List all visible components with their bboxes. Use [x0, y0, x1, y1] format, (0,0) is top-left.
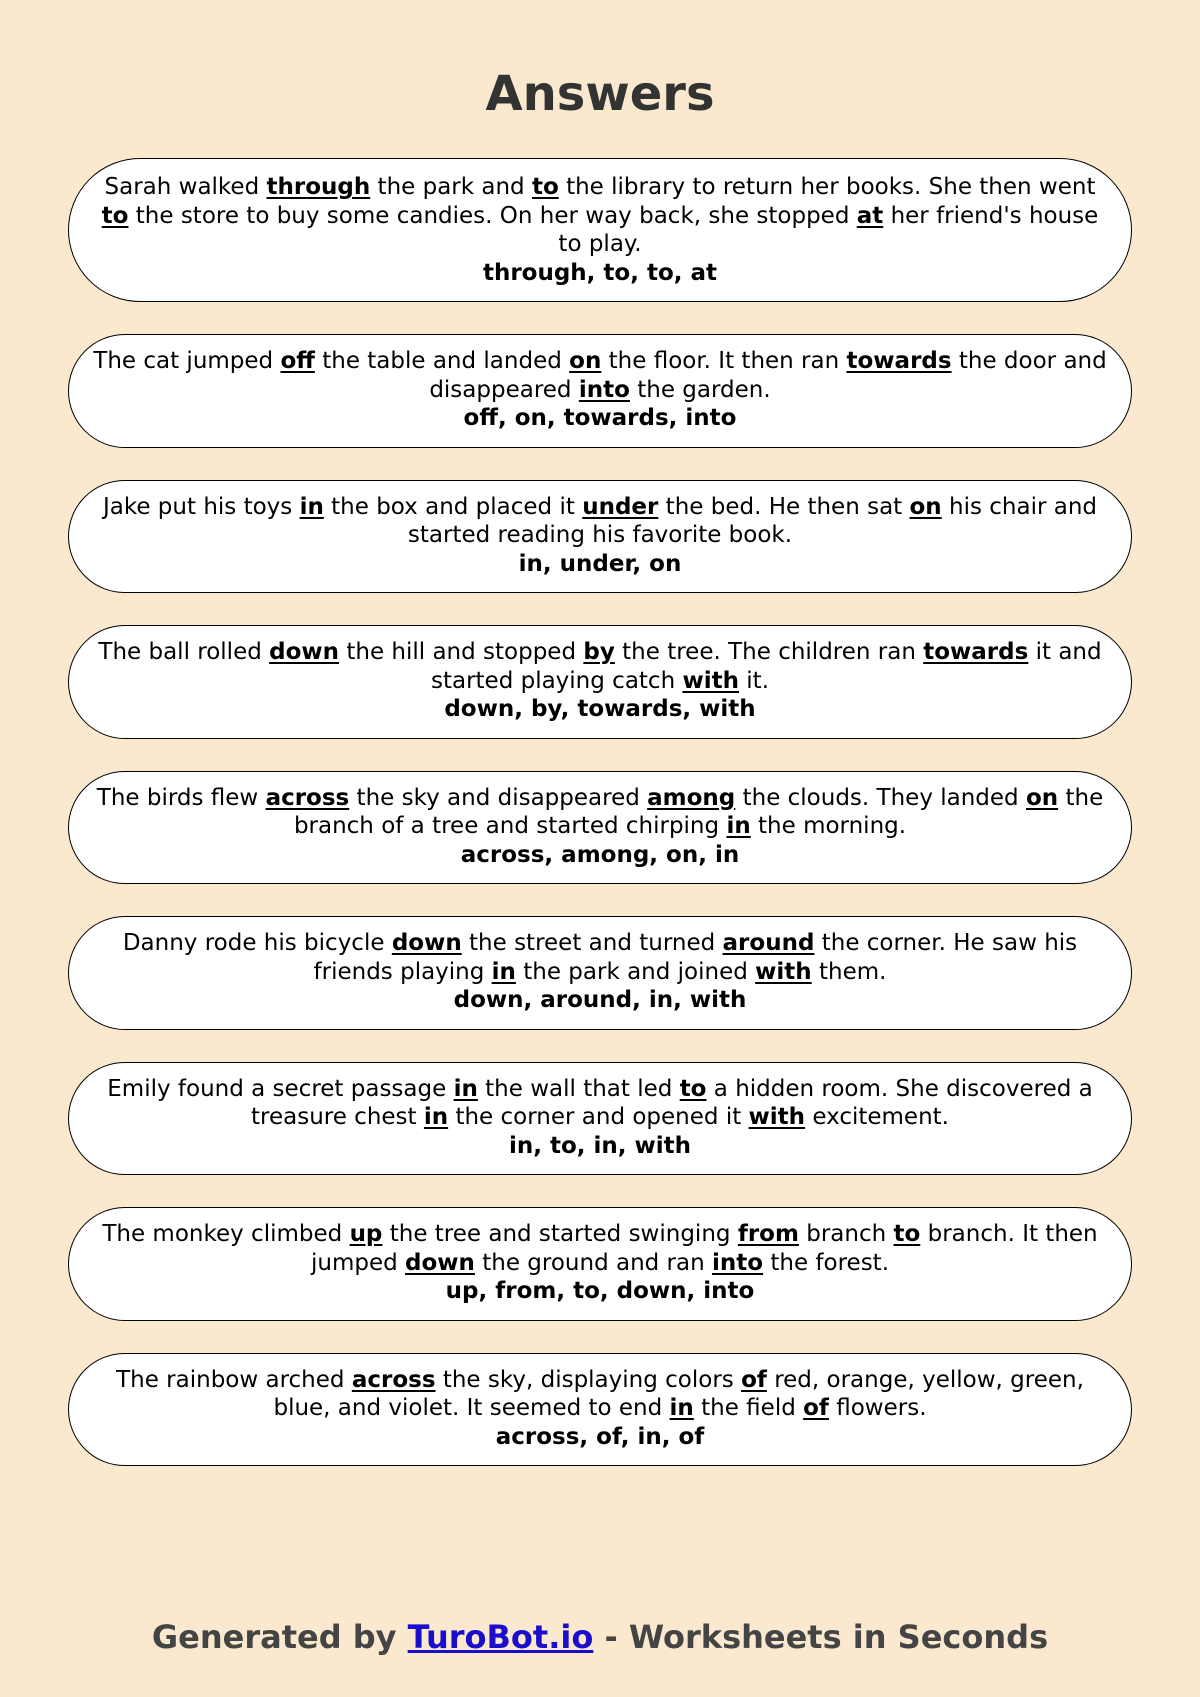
- preposition: from: [737, 1221, 799, 1247]
- answer-key: across, among, on, in: [460, 841, 740, 868]
- sentence-text: the box and placed it: [323, 493, 583, 520]
- answer-key: in, to, in, with: [508, 1132, 692, 1159]
- answer-list: [68, 158, 1132, 1498]
- answer-key: down, around, in, with: [453, 987, 747, 1013]
- sentence-text: the corner. He saw his friends playing: [313, 930, 1078, 985]
- sentence: [91, 929, 1109, 986]
- sentence-text: the field: [693, 1395, 804, 1421]
- sentence-text: them.: [811, 958, 887, 985]
- sentence: [91, 347, 1109, 404]
- sentence-text: the tree. The children ran: [614, 639, 924, 665]
- preposition: in: [726, 813, 751, 839]
- preposition: among: [647, 784, 736, 811]
- sentence: [91, 493, 1109, 550]
- sentence: [91, 1220, 1109, 1277]
- preposition: down: [405, 1249, 475, 1276]
- preposition: of: [741, 1366, 767, 1393]
- preposition: under: [582, 493, 659, 520]
- footer-prefix: Generated by: [151, 1618, 408, 1656]
- sentence-text: his chair and started reading his favorite book.: [407, 493, 1098, 548]
- sentence-text: The cat jumped: [93, 348, 281, 374]
- sentence-text: the park and joined: [515, 958, 756, 985]
- sentence: [91, 1366, 1109, 1423]
- sentence-text: excitement.: [805, 1104, 949, 1130]
- sentence-text: branch: [798, 1221, 894, 1247]
- sentence-text: The rainbow arched: [116, 1366, 352, 1393]
- sentence-text: her friend's house to play.: [558, 202, 1099, 257]
- preposition: across: [265, 784, 350, 811]
- sentence-text: a hidden room. She discovered a treasure chest: [251, 1075, 1093, 1130]
- preposition: with: [682, 667, 739, 694]
- sentence-text: the forest.: [763, 1249, 890, 1276]
- sentence-text: Jake put his toys: [102, 493, 300, 520]
- preposition: to: [531, 174, 559, 200]
- sentence-text: flowers.: [828, 1395, 927, 1421]
- answer-item-3: [68, 480, 1132, 594]
- sentence-text: the garden.: [629, 376, 771, 403]
- sentence-text: the table and landed: [314, 348, 570, 374]
- sentence-text: the corner and opened it: [448, 1104, 749, 1130]
- preposition: up: [349, 1221, 383, 1247]
- sentence-text: The ball rolled: [98, 639, 270, 665]
- sentence-text: the wall that led: [477, 1075, 680, 1102]
- sentence: [91, 173, 1109, 259]
- preposition: down: [269, 639, 340, 665]
- sentence-text: the store to buy some candies. On her way back, she stopped: [128, 202, 857, 229]
- answer-item-8: [68, 1207, 1132, 1321]
- sentence-text: the hill and stopped: [339, 639, 584, 665]
- preposition: of: [803, 1395, 829, 1421]
- preposition: in: [299, 493, 324, 520]
- preposition: in: [453, 1075, 478, 1102]
- sentence-text: the park and: [370, 174, 532, 200]
- preposition: in: [669, 1395, 694, 1421]
- sentence-text: the sky and disappeared: [349, 784, 648, 811]
- preposition: through: [266, 174, 371, 200]
- preposition: in: [423, 1104, 449, 1130]
- sentence-text: Danny rode his bicycle: [122, 930, 392, 956]
- answer-key: in, under, on: [518, 550, 682, 577]
- preposition: to: [679, 1075, 707, 1102]
- answer-item-4: [68, 625, 1132, 739]
- sentence: [91, 1075, 1109, 1132]
- preposition: with: [748, 1104, 806, 1130]
- sentence-text: the ground and ran: [474, 1249, 712, 1276]
- answer-item-2: [68, 334, 1132, 448]
- footer: [0, 1618, 1200, 1656]
- sentence-text: Emily found a secret passage: [107, 1075, 454, 1102]
- preposition: into: [712, 1249, 764, 1276]
- answer-key: up, from, to, down, into: [445, 1278, 755, 1304]
- sentence-text: The birds flew: [96, 784, 266, 811]
- answer-key: through, to, to, at: [482, 259, 718, 286]
- preposition: in: [491, 958, 516, 985]
- preposition: to: [101, 202, 129, 229]
- preposition: on: [909, 493, 942, 520]
- preposition: towards: [846, 348, 952, 374]
- preposition: on: [1025, 784, 1059, 811]
- answer-item-5: [68, 771, 1132, 885]
- preposition: into: [578, 376, 630, 403]
- sentence-text: the clouds. They landed: [735, 784, 1026, 811]
- preposition: across: [351, 1366, 436, 1393]
- sentence-text: the branch of a tree and started chirping: [293, 784, 1104, 839]
- sentence-text: the door and disappeared: [429, 348, 1107, 403]
- sentence-text: the bed. He then sat: [658, 493, 910, 520]
- sentence-text: the street and turned: [461, 930, 723, 956]
- preposition: at: [856, 202, 884, 229]
- sentence-text: the library to return her books. She then went: [558, 174, 1096, 200]
- sentence-text: branch. It then jumped: [310, 1221, 1098, 1276]
- preposition: with: [755, 958, 812, 985]
- preposition: down: [391, 930, 462, 956]
- page-title: Answers: [485, 66, 715, 122]
- turobot-link[interactable]: TuroBot.io: [407, 1618, 594, 1656]
- sentence-text: The monkey climbed: [102, 1221, 350, 1247]
- preposition: by: [583, 639, 615, 665]
- answer-key: off, on, towards, into: [463, 405, 737, 431]
- sentence: [91, 784, 1109, 841]
- sentence-text: the floor. It then ran: [601, 348, 847, 374]
- sentence-text: the tree and started swinging: [382, 1221, 738, 1247]
- answer-key: across, of, in, of: [495, 1423, 705, 1450]
- preposition: to: [893, 1221, 921, 1247]
- sentence-text: Sarah walked: [104, 174, 267, 200]
- preposition: around: [722, 930, 815, 956]
- answer-item-7: [68, 1062, 1132, 1176]
- sentence-text: it and started playing catch: [430, 639, 1102, 694]
- answer-item-9: [68, 1353, 1132, 1467]
- sentence: [91, 638, 1109, 695]
- preposition: on: [569, 348, 602, 374]
- sentence-text: red, orange, yellow, green, blue, and violet. It seemed to end: [273, 1366, 1084, 1421]
- preposition: off: [280, 348, 315, 374]
- answer-key: down, by, towards, with: [444, 696, 756, 722]
- answer-item-1: [68, 158, 1132, 302]
- sentence-text: the sky, displaying colors: [435, 1366, 742, 1393]
- answer-item-6: [68, 916, 1132, 1030]
- footer-suffix: - Worksheets in Seconds: [593, 1618, 1049, 1656]
- preposition: towards: [923, 639, 1029, 665]
- sentence-text: the morning.: [750, 813, 907, 839]
- sentence-text: it.: [738, 667, 770, 694]
